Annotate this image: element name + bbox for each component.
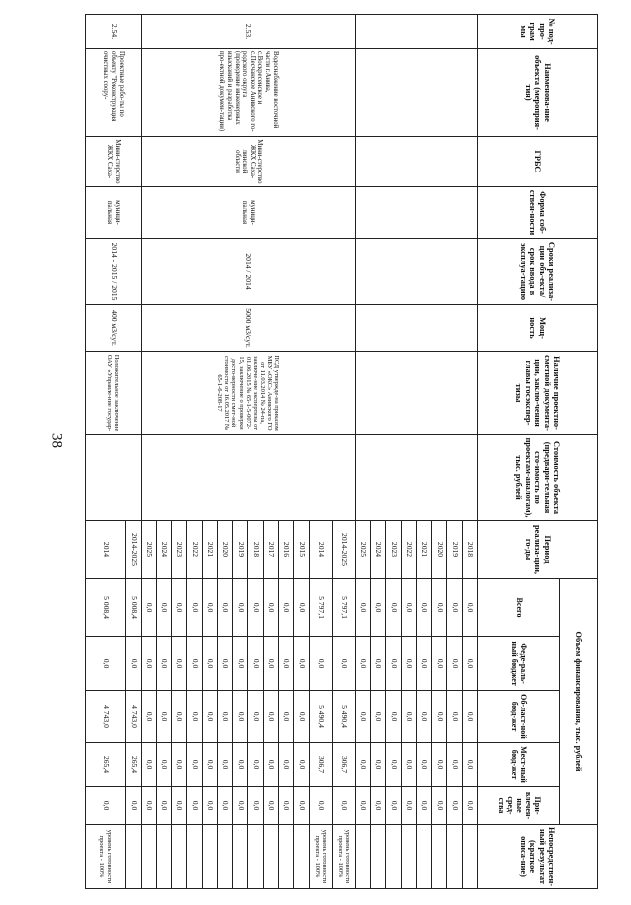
- col-header-name: Наименова-ние объекта (мероприя-тия): [478, 49, 598, 137]
- financing-table-container: [85, 14, 598, 888]
- local-cell: 265,4: [126, 743, 142, 787]
- col-header-terms: Сроки реализа-ции объ-екта/срок ввода в эксплуа-тацию: [478, 239, 598, 305]
- result-cell: [202, 825, 217, 889]
- result-cell: уровень готовности проекта - 100%: [332, 825, 355, 889]
- col-header-ownership: Форма соб-ствен-ности: [478, 187, 598, 239]
- local-cell: 0,0: [447, 743, 462, 787]
- result-cell: [416, 825, 431, 889]
- result-cell: [279, 825, 294, 889]
- regional-cell: 0,0: [386, 691, 401, 743]
- attracted-cell: 0,0: [141, 787, 156, 825]
- cont-name-cell: [355, 49, 477, 137]
- federal-cell: 0,0: [233, 637, 248, 691]
- total-cell: 0,0: [156, 579, 171, 637]
- col-header-regional: Об-ласт-ной бюд-жет: [478, 691, 560, 743]
- local-cell: 0,0: [401, 743, 416, 787]
- financing-table: [85, 14, 598, 889]
- item-terms: 2014 / 2014: [141, 239, 355, 305]
- year-cell: 2014: [309, 521, 332, 579]
- attracted-cell: 0,0: [371, 787, 386, 825]
- regional-cell: 0,0: [202, 691, 217, 743]
- cont-ownership-cell: [355, 187, 477, 239]
- year-cell: 2025: [141, 521, 156, 579]
- regional-cell: 4 743,0: [126, 691, 142, 743]
- year-cell: 2021: [416, 521, 431, 579]
- regional-cell: 0,0: [462, 691, 477, 743]
- result-cell: [355, 825, 370, 889]
- attracted-cell: 0,0: [233, 787, 248, 825]
- total-cell: 0,0: [263, 579, 278, 637]
- attracted-cell: 0,0: [202, 787, 217, 825]
- total-cell: 0,0: [172, 579, 187, 637]
- regional-cell: 0,0: [355, 691, 370, 743]
- regional-cell: 0,0: [217, 691, 232, 743]
- total-cell: 5 797,1: [332, 579, 355, 637]
- year-cell: 2022: [187, 521, 202, 579]
- regional-cell: 0,0: [233, 691, 248, 743]
- result-cell: [432, 825, 447, 889]
- result-cell: уровень готовности проекта - 100%: [309, 825, 332, 889]
- local-cell: 0,0: [233, 743, 248, 787]
- year-cell: 2021: [202, 521, 217, 579]
- result-cell: [156, 825, 171, 889]
- attracted-cell: 0,0: [126, 787, 142, 825]
- local-cell: 0,0: [156, 743, 171, 787]
- item-name: Водоснабжение восточной части г.Анива, с.Воскресенское и с.Песчанское Анивского го-родского округа (проведение инженерных изысканий и разработка про-ектной докумен-тации): [141, 49, 355, 137]
- total-cell: 0,0: [355, 579, 370, 637]
- table-row: [332, 15, 355, 889]
- regional-cell: 0,0: [172, 691, 187, 743]
- total-cell: 0,0: [294, 579, 309, 637]
- regional-cell: 5 490,4: [332, 691, 355, 743]
- col-header-grbs: ГРБС: [478, 137, 598, 187]
- year-cell: 2017: [263, 521, 278, 579]
- regional-cell: 0,0: [401, 691, 416, 743]
- result-cell: [217, 825, 232, 889]
- federal-cell: 0,0: [141, 637, 156, 691]
- federal-cell: 0,0: [263, 637, 278, 691]
- attracted-cell: 0,0: [248, 787, 263, 825]
- year-cell: 2022: [401, 521, 416, 579]
- total-cell: 5 008,4: [126, 579, 142, 637]
- col-header-local: Мест-ный бюд-жет: [478, 743, 560, 787]
- local-cell: 0,0: [187, 743, 202, 787]
- attracted-cell: 0,0: [447, 787, 462, 825]
- year-cell: 2014-2025: [126, 521, 142, 579]
- regional-cell: 0,0: [248, 691, 263, 743]
- year-cell: 2018: [462, 521, 477, 579]
- federal-cell: 0,0: [355, 637, 370, 691]
- local-cell: 0,0: [416, 743, 431, 787]
- table-row: [126, 15, 142, 889]
- item-terms: 2014 - 2015 / 2015: [86, 239, 142, 305]
- federal-cell: 0,0: [332, 637, 355, 691]
- local-cell: 0,0: [248, 743, 263, 787]
- total-cell: 5 797,1: [309, 579, 332, 637]
- attracted-cell: 0,0: [263, 787, 278, 825]
- item-name: Проектные рабо-ты по объекту "Реконструкция очистных соору-: [86, 49, 142, 137]
- federal-cell: 0,0: [371, 637, 386, 691]
- total-cell: 0,0: [279, 579, 294, 637]
- result-cell: [126, 825, 142, 889]
- result-cell: [294, 825, 309, 889]
- local-cell: 0,0: [141, 743, 156, 787]
- attracted-cell: 0,0: [217, 787, 232, 825]
- federal-cell: 0,0: [432, 637, 447, 691]
- regional-cell: 0,0: [141, 691, 156, 743]
- year-cell: 2025: [355, 521, 370, 579]
- regional-cell: 0,0: [294, 691, 309, 743]
- local-cell: 0,0: [386, 743, 401, 787]
- year-cell: 2020: [217, 521, 232, 579]
- cont-terms-cell: [355, 239, 477, 305]
- col-header-funding-group: Объем финансирования, тыс. рублей: [560, 579, 598, 825]
- regional-cell: 0,0: [371, 691, 386, 743]
- item-number: 2.54.: [86, 15, 142, 49]
- federal-cell: 0,0: [172, 637, 187, 691]
- regional-cell: 4 743,0: [86, 691, 126, 743]
- year-cell: 2018: [248, 521, 263, 579]
- result-cell: [233, 825, 248, 889]
- federal-cell: 0,0: [309, 637, 332, 691]
- local-cell: 0,0: [294, 743, 309, 787]
- total-cell: 0,0: [187, 579, 202, 637]
- cont-design-cell: [355, 352, 477, 435]
- year-cell: 2019: [233, 521, 248, 579]
- regional-cell: 0,0: [416, 691, 431, 743]
- col-header-attracted: При-влечен-ные сред-ства: [478, 787, 560, 825]
- federal-cell: 0,0: [294, 637, 309, 691]
- federal-cell: 0,0: [217, 637, 232, 691]
- year-cell: 2015: [294, 521, 309, 579]
- col-header-result: Непосредствен-ный результат (краткое описа-ние): [478, 825, 598, 889]
- attracted-cell: 0,0: [172, 787, 187, 825]
- local-cell: 0,0: [371, 743, 386, 787]
- local-cell: 306,7: [309, 743, 332, 787]
- total-cell: 0,0: [432, 579, 447, 637]
- col-header-cost: Стоимость объекта (предвари-тельная сто-имость по проектам-аналогам), тыс. рублей: [478, 435, 598, 521]
- result-cell: [462, 825, 477, 889]
- result-cell: [263, 825, 278, 889]
- federal-cell: 0,0: [416, 637, 431, 691]
- federal-cell: 0,0: [401, 637, 416, 691]
- year-cell: 2019: [447, 521, 462, 579]
- col-header-federal: Феде-раль-ный бюджет: [478, 637, 560, 691]
- regional-cell: 0,0: [279, 691, 294, 743]
- local-cell: 0,0: [432, 743, 447, 787]
- year-cell: 2016: [279, 521, 294, 579]
- result-cell: [141, 825, 156, 889]
- item-capacity: 400 м3/сут.: [86, 305, 142, 352]
- item-grbs: Мини-стерство ЖКХ Саха-линской области: [141, 137, 355, 187]
- col-header-design-doc: Наличие проектно-сметной документа-ции, заклю-чения главы госэкспер-тизы: [478, 352, 598, 435]
- local-cell: 0,0: [172, 743, 187, 787]
- year-cell: 2014: [86, 521, 126, 579]
- total-cell: 5 008,4: [86, 579, 126, 637]
- cont-num-cell: [355, 15, 477, 49]
- total-cell: 0,0: [248, 579, 263, 637]
- item-number: 2.53.: [141, 15, 355, 49]
- attracted-cell: 0,0: [156, 787, 171, 825]
- federal-cell: 0,0: [248, 637, 263, 691]
- item-grbs: Мини-стерство ЖКХ Саха-: [86, 137, 142, 187]
- col-header-num: № под-про-грам мы: [478, 15, 598, 49]
- year-cell: 2023: [386, 521, 401, 579]
- attracted-cell: 0,0: [294, 787, 309, 825]
- local-cell: 0,0: [355, 743, 370, 787]
- total-cell: 0,0: [462, 579, 477, 637]
- cont-grbs-cell: [355, 137, 477, 187]
- federal-cell: 0,0: [126, 637, 142, 691]
- regional-cell: 0,0: [432, 691, 447, 743]
- item-design-doc: Положительное заключение ОАУ «Управле-ние государ-: [86, 352, 142, 435]
- regional-cell: 0,0: [263, 691, 278, 743]
- federal-cell: 0,0: [202, 637, 217, 691]
- attracted-cell: 0,0: [86, 787, 126, 825]
- item-capacity: 5000 м3/сут.: [141, 305, 355, 352]
- result-cell: [401, 825, 416, 889]
- total-cell: 0,0: [141, 579, 156, 637]
- attracted-cell: 0,0: [386, 787, 401, 825]
- local-cell: 0,0: [263, 743, 278, 787]
- attracted-cell: 0,0: [279, 787, 294, 825]
- regional-cell: 5 490,4: [309, 691, 332, 743]
- cont-capacity-cell: [355, 305, 477, 352]
- item-design-doc: ПСД утвержде-на приказом МБУ «ОКС» Анивского ГО от 11.03.2014 № 24-па, заключе-ние экспертизы от 01.06.2015 № 65-1-5-0072-15, заключение о проверки досто-верности смет-ной стоимости от 16.05.2017 № 65-1-6-208-17: [141, 352, 355, 435]
- item-ownership: муници-пальная: [141, 187, 355, 239]
- total-cell: 0,0: [217, 579, 232, 637]
- attracted-cell: 0,0: [332, 787, 355, 825]
- federal-cell: 0,0: [386, 637, 401, 691]
- year-cell: 2024: [156, 521, 171, 579]
- attracted-cell: 0,0: [416, 787, 431, 825]
- result-cell: [371, 825, 386, 889]
- year-cell: 2024: [371, 521, 386, 579]
- federal-cell: 0,0: [86, 637, 126, 691]
- local-cell: 0,0: [279, 743, 294, 787]
- year-cell: 2023: [172, 521, 187, 579]
- col-header-capacity: Мощ-ность: [478, 305, 598, 352]
- item-ownership: муници-пальная: [86, 187, 142, 239]
- result-cell: [386, 825, 401, 889]
- regional-cell: 0,0: [187, 691, 202, 743]
- attracted-cell: 0,0: [432, 787, 447, 825]
- item-cost: [86, 435, 142, 521]
- result-cell: [187, 825, 202, 889]
- total-cell: 0,0: [386, 579, 401, 637]
- regional-cell: 0,0: [447, 691, 462, 743]
- local-cell: 0,0: [217, 743, 232, 787]
- federal-cell: 0,0: [279, 637, 294, 691]
- attracted-cell: 0,0: [462, 787, 477, 825]
- federal-cell: 0,0: [156, 637, 171, 691]
- total-cell: 0,0: [371, 579, 386, 637]
- attracted-cell: 0,0: [309, 787, 332, 825]
- attracted-cell: 0,0: [187, 787, 202, 825]
- year-cell: 2014-2025: [332, 521, 355, 579]
- total-cell: 0,0: [202, 579, 217, 637]
- page-number: 38: [48, 433, 65, 448]
- result-cell: [172, 825, 187, 889]
- table-row: [462, 15, 477, 889]
- local-cell: 265,4: [86, 743, 126, 787]
- local-cell: 0,0: [462, 743, 477, 787]
- regional-cell: 0,0: [156, 691, 171, 743]
- col-header-total: Всего: [478, 579, 560, 637]
- result-cell: [447, 825, 462, 889]
- item-cost: [141, 435, 355, 521]
- total-cell: 0,0: [447, 579, 462, 637]
- federal-cell: 0,0: [447, 637, 462, 691]
- federal-cell: 0,0: [187, 637, 202, 691]
- local-cell: 306,7: [332, 743, 355, 787]
- year-cell: 2020: [432, 521, 447, 579]
- header-row-1: [560, 15, 598, 889]
- cont-cost-cell: [355, 435, 477, 521]
- total-cell: 0,0: [401, 579, 416, 637]
- total-cell: 0,0: [416, 579, 431, 637]
- result-cell: [248, 825, 263, 889]
- federal-cell: 0,0: [462, 637, 477, 691]
- attracted-cell: 0,0: [355, 787, 370, 825]
- attracted-cell: 0,0: [401, 787, 416, 825]
- total-cell: 0,0: [233, 579, 248, 637]
- col-header-period: Период реализа-ции, го-ды: [478, 521, 598, 579]
- local-cell: 0,0: [202, 743, 217, 787]
- result-cell: уровень готовности проекта - 100%: [86, 825, 126, 889]
